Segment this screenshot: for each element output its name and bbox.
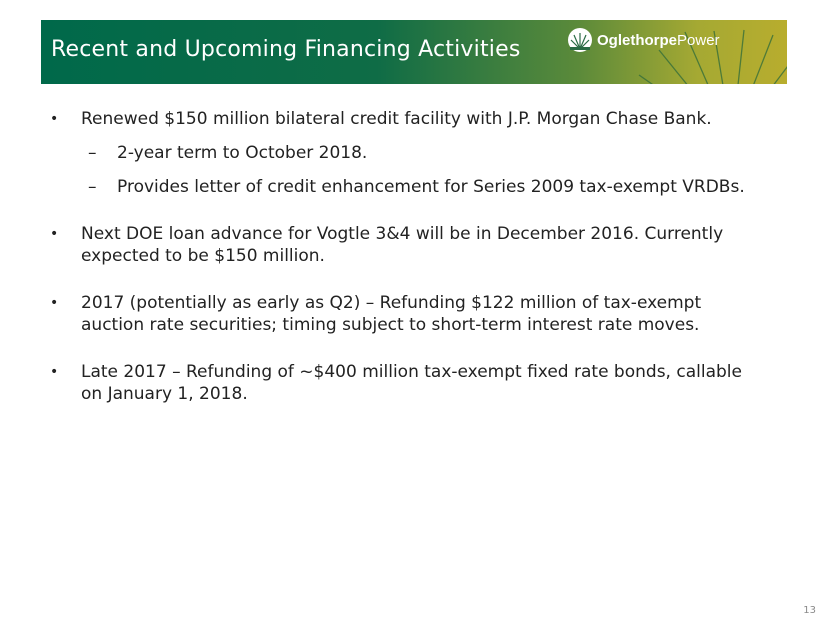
bullet-item [50, 361, 820, 405]
page-title: Recent and Upcoming Financing Activities [51, 37, 521, 62]
company-logo [567, 25, 720, 55]
bullet-text-line: expected to be $150 million. [81, 246, 325, 266]
bullet-marker: • [50, 364, 59, 380]
logo-text-light: Power [677, 31, 720, 49]
bullet-text-line: auction rate securities; timing subject to short-term interest rate moves. [81, 315, 700, 335]
bullet-marker: • [50, 111, 59, 127]
sub-bullet-item [50, 176, 820, 198]
page-number: 13 [803, 605, 816, 616]
bullet-marker: • [50, 295, 59, 311]
bullet-text: Renewed $150 million bilateral credit facility with J.P. Morgan Chase Bank. [81, 109, 712, 129]
bullet-item [50, 292, 820, 336]
dash-marker: – [88, 177, 97, 197]
logo-text [597, 32, 720, 49]
bullet-text-line: 2017 (potentially as early as Q2) – Refunding $122 million of tax-exempt [81, 293, 702, 313]
slide-content [50, 108, 820, 405]
sub-bullet-text: 2-year term to October 2018. [117, 143, 368, 163]
header-band [41, 20, 787, 84]
bullet-text-line: Late 2017 – Refunding of ~$400 million tax-exempt fixed rate bonds, callable [81, 362, 742, 382]
bullet-item [50, 108, 820, 130]
sub-bullet-text: Provides letter of credit enhancement for Series 2009 tax-exempt VRDBs. [117, 177, 745, 197]
logo-sun-icon [567, 27, 593, 53]
bullet-marker: • [50, 226, 59, 242]
dash-marker: – [88, 143, 97, 163]
logo-text-bold: Oglethorpe [597, 31, 678, 49]
bullet-text-line: Next DOE loan advance for Vogtle 3&4 will be in December 2016. Currently [81, 224, 724, 244]
bullet-item [50, 223, 820, 267]
sub-bullet-item [50, 142, 820, 164]
bullet-text-line: on January 1, 2018. [81, 384, 248, 404]
